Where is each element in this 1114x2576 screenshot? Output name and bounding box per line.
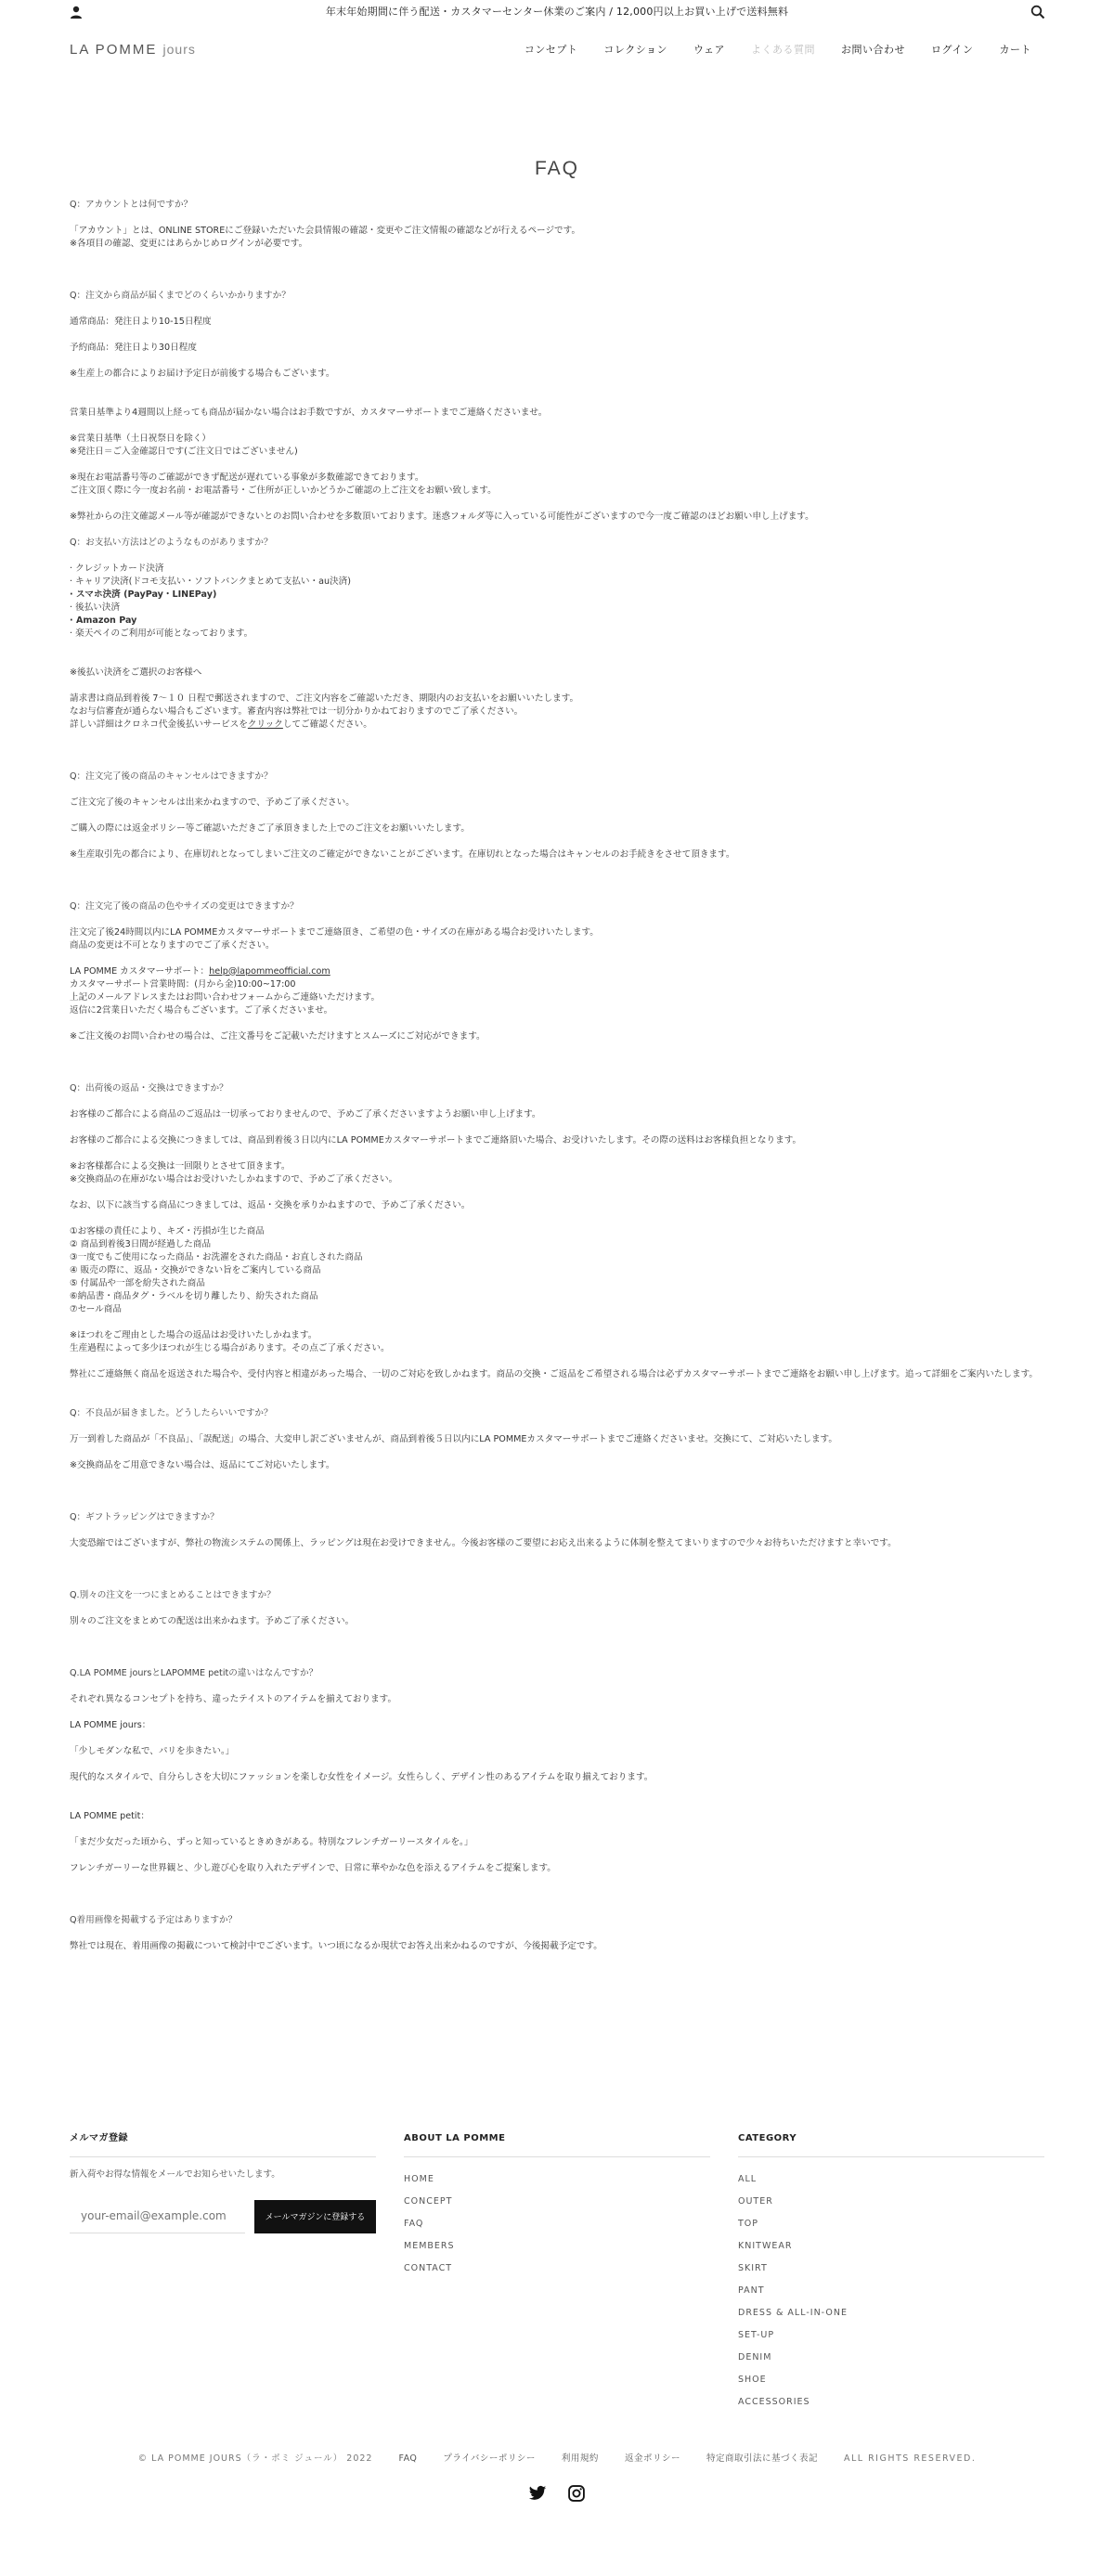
site-footer (0, 2131, 1114, 2507)
page-title: FAQ (534, 158, 579, 179)
newsletter-subscribe-button[interactable]: メールマガジンに登録する (254, 2200, 376, 2233)
faq-answer-line: ※各項目の確認、変更にはあらかじめログインが必要です。 (70, 238, 308, 249)
category-link-shoe[interactable]: SHOE (738, 2374, 767, 2385)
nav-faq[interactable]: よくある質問 (751, 43, 816, 56)
faq-question: Q：注文完了後の商品のキャンセルはできますか？ (70, 770, 273, 782)
faq-answer-line: LA POMME petit： (70, 1810, 149, 1821)
faq-answer-line: · スマホ決済 (PayPay・LINEPay) (70, 589, 217, 600)
faq-answer-line: ご注文完了後のキャンセルは出来かねますので、予めご了承ください。 (70, 796, 355, 808)
faq-answer-line: 生産過程によって多少ほつれが生じる場合があります。その点ご了承ください。 (70, 1342, 390, 1353)
about-section (404, 2131, 710, 2414)
faq-answer-line: 「少しモダンな私で、パリを歩きたい。」 (70, 1745, 235, 1756)
faq-answer-text: LA POMME カスタマーサポート： (70, 965, 210, 977)
faq-answer-line: 上記のメールアドレスまたはお問い合わせフォームからご連絡いただけます。 (70, 991, 381, 1003)
copyright-text: © LA POMME JOURS（ラ・ポミ ジュール） 2022 (137, 2453, 373, 2464)
announcement-text[interactable]: 年末年始期間に伴う配送・カスタマーセンター休業のご案内 / 12,000円以上お買い上げで送料無料 (325, 5, 789, 18)
faq-answer-line: ※生産取引先の都合により、在庫切れとなってしまいご注文のご確定ができないことがございます。在庫切れとなった場合はキャンセルのお手続きをさせて頂きます。 (70, 848, 735, 860)
faq-question: Q.別々の注文を一つにまとめることはできますか？ (70, 1589, 276, 1600)
faq-question: Q：ギフトラッピングはできますか？ (70, 1511, 219, 1522)
faq-answer-line: カスタマーサポート営業時間：(月から金)10:00~17:00 (70, 978, 296, 990)
twitter-icon[interactable] (528, 2484, 547, 2507)
faq-answer-line: それぞれ異なるコンセプトを持ち、違ったテイストのアイテムを揃えております。 (70, 1693, 397, 1704)
search-icon[interactable] (1030, 5, 1045, 19)
faq-answer-line: 大変恐縮ではございますが、弊社の物流システムの関係上、ラッピングは現在お受けできません。今後お客様のご要望にお応え出来るように体制を整えてまいりますので少々お待ちいただけますと幸いです。 (70, 1537, 897, 1548)
category-link-skirt[interactable]: SKIRT (738, 2262, 768, 2273)
footer-link-faq[interactable]: FAQ (404, 2218, 424, 2229)
faq-answer-line: · Amazon Pay (70, 615, 137, 626)
faq-answer-line (70, 718, 1044, 731)
nav-wear[interactable]: ウェア (693, 43, 726, 56)
faq-answer-line: 商品の変更は不可となりますのでご了承ください。 (70, 939, 275, 951)
faq-question: Q.LA POMME joursとLAPOMME petitの違いはなんですか？ (70, 1667, 318, 1678)
category-link-setup[interactable]: SET-UP (738, 2329, 775, 2340)
main-content (0, 154, 1114, 1953)
faq-question: Q：出荷後の返品・交換はできますか？ (70, 1082, 228, 1094)
faq-question: Q：お支払い方法はどのようなものがありますか？ (70, 537, 273, 548)
user-icon[interactable] (69, 5, 84, 19)
faq-answer-text: してご確認ください。 (282, 718, 372, 730)
newsletter-title: メルマガ登録 (70, 2131, 376, 2157)
faq-answer-line: · 後払い決済 (70, 602, 121, 613)
newsletter-section (70, 2131, 376, 2414)
newsletter-email-input[interactable] (70, 2200, 245, 2233)
site-logo[interactable] (70, 40, 196, 61)
faq-answer-line: 万一到着した商品が「不良品」、「誤配送」の場合、大変申し訳ございませんが、商品到着後５日以内にLA POMMEカスタマーサポートまでご連絡くださいませ。交換にて、ご対応いたします。 (70, 1433, 837, 1444)
nav-contact[interactable]: お問い合わせ (841, 43, 906, 56)
faq-answer-line: ⑤ 付属品や一部を紛失された商品 (70, 1277, 205, 1288)
support-email-link[interactable]: help@lapommeofficial.com (209, 965, 330, 977)
faq-answer-line: ※ほつれをご理由とした場合の返品はお受けいたしかねます。 (70, 1329, 317, 1340)
faq-answer-line: 通常商品：発注日より10-15日程度 (70, 316, 212, 327)
footer-bottom-refund[interactable]: 返金ポリシー (624, 2453, 680, 2464)
category-link-denim[interactable]: DENIM (738, 2351, 772, 2362)
category-link-accessories[interactable]: ACCESSORIES (738, 2396, 810, 2407)
faq-answer-line: 弊社では現在、着用画像の掲載について検討中でございます。いつ頃になるか現状でお答え出来かねるのですが、今後掲載予定です。 (70, 1940, 602, 1951)
faq-question: Q：不良品が届きました。どうしたらいいですか？ (70, 1407, 273, 1418)
faq-answer-line: 別々のご注文をまとめての配送は出来かねます。予めご了承ください。 (70, 1615, 355, 1626)
faq-answer-line: ①お客様の責任により、キズ・汚損が生じた商品 (70, 1225, 265, 1236)
faq-answer-line: ※交換商品の在庫がない場合はお受けいたしかねますので、予めご了承ください。 (70, 1173, 398, 1184)
faq-answer-line: ② 商品到着後3日間が経過した商品 (70, 1238, 212, 1249)
faq-answer-line: ⑥納品書・商品タグ・ラベルを切り離したり、紛失された商品 (70, 1290, 318, 1301)
faq-answer-line: 注文完了後24時間以内にLA POMMEカスタマーサポートまでご連絡頂き、ご希望の色・サイズの在庫がある場合お受けいたします。 (70, 926, 599, 938)
faq-answer-line (70, 965, 1044, 978)
footer-link-contact[interactable]: CONTACT (404, 2262, 453, 2273)
faq-answer-line: ③一度でもご使用になった商品・お洗濯をされた商品・お直しされた商品 (70, 1251, 363, 1262)
faq-answer-line: お客様のご都合による交換につきましては、商品到着後３日以内にLA POMMEカスタマーサポートまでご連絡頂いた場合、お受けいたします。その際の送料はお客様負担となります。 (70, 1134, 802, 1146)
faq-answer-line: 返信に2営業日いただく場合もございます。ご了承くださいませ。 (70, 1004, 333, 1016)
category-link-dress[interactable]: DRESS & ALL-IN-ONE (738, 2307, 848, 2318)
faq-answer-line: ※お客様都合による交換は一回限りとさせて頂きます。 (70, 1160, 291, 1171)
footer-bottom-legal[interactable]: 特定商取引法に基づく表記 (706, 2453, 818, 2464)
faq-answer-line: フレンチガーリーな世界観と、少し遊び心を取り入れたデザインで、日常に華やかな色を添えるアイテムをご提案します。 (70, 1862, 556, 1873)
newsletter-text: 新入荷やお得な情報をメールでお知らせいたします。 (70, 2168, 280, 2180)
faq-list (70, 199, 1044, 1953)
logo-sub: jours (162, 41, 196, 57)
footer-bottom-bar (70, 2453, 1044, 2466)
faq-answer-line: ご購入の際には返金ポリシー等ご確認いただきご了承頂きました上でのご注文をお願いいたします。 (70, 822, 470, 834)
kuroneko-click-link[interactable]: クリック (247, 718, 283, 730)
faq-answer-line: ※ご注文後のお問い合わせの場合は、ご注文番号をご記載いただけますとスムーズにご対応ができます。 (70, 1030, 486, 1042)
faq-answer-line: ※生産上の都合によりお届け予定日が前後する場合もございます。 (70, 368, 335, 379)
rights-text: ALL RIGHTS RESERVED. (843, 2453, 977, 2464)
category-link-top[interactable]: TOP (738, 2218, 759, 2229)
faq-answer-line: ※営業日基準（土日祝祭日を除く） (70, 433, 211, 444)
social-links (70, 2484, 1044, 2507)
faq-answer-line: · 楽天ペイのご利用が可能となっております。 (70, 628, 253, 639)
faq-answer-line: 現代的なスタイルで、自分らしさを大切にファッションを楽しむ女性をイメージ。女性らしく、デザイン性のあるアイテムを取り揃えております。 (70, 1771, 654, 1782)
faq-answer-line: ※後払い決済をご選択のお客様へ (70, 667, 202, 678)
footer-bottom-privacy[interactable]: プライバシーポリシー (443, 2453, 536, 2464)
about-title: ABOUT LA POMME (404, 2131, 710, 2157)
category-link-pant[interactable]: PANT (738, 2285, 765, 2296)
faq-answer-line: 請求書は商品到着後 7～１０ 日程で郵送されますので、ご注文内容をご確認いただき、期限内のお支払いをお願いいたします。 (70, 693, 579, 704)
top-bar (0, 0, 1114, 24)
faq-answer-line: 予約商品：発注日より30日程度 (70, 342, 197, 353)
faq-question: Q着用画像を掲載する予定はありますか？ (70, 1914, 238, 1925)
category-title: CATEGORY (738, 2131, 1044, 2157)
category-link-outer[interactable]: OUTER (738, 2195, 773, 2207)
category-link-all[interactable]: ALL (738, 2173, 758, 2184)
faq-answer-line: LA POMME jours： (70, 1719, 151, 1730)
footer-bottom-faq[interactable]: FAQ (398, 2453, 418, 2464)
nav-collection[interactable]: コレクション (603, 43, 667, 56)
faq-answer-line: · クレジットカード決済 (70, 563, 164, 574)
faq-answer-line: 「アカウント」とは、ONLINE STOREにご登録いただいた会員情報の確認・変更やご注文情報の確認などが行えるページです。 (70, 225, 581, 236)
main-nav (512, 43, 1044, 58)
category-section (738, 2131, 1044, 2414)
faq-question: Q：注文完了後の商品の色やサイズの変更はできますか？ (70, 900, 299, 912)
site-header (0, 24, 1114, 76)
faq-answer-line: ※現在お電話番号等のご確認ができず配送が遅れている事象が多数確認できております。 (70, 472, 424, 483)
faq-question: Q：アカウントとは何ですか？ (70, 199, 193, 210)
faq-answer-line: なお、以下に該当する商品につきましては、返品・交換を承りかねますので、予めご了承ください。 (70, 1199, 471, 1210)
faq-answer-line: ※発注日＝ご入金確認日です(ご注文日ではございません) (70, 446, 298, 457)
category-link-knitwear[interactable]: KNITWEAR (738, 2240, 793, 2251)
faq-answer-line: 弊社にご連絡無く商品を返送された場合や、受付内容と相違があった場合、一切のご対応を致しかねます。商品の交換・ご返品をご希望される場合は必ずカスタマーサポートまでご連絡をお願い申し上げます。追って詳細をご案内いたします。 (70, 1368, 1039, 1379)
footer-link-members[interactable]: MEMBERS (404, 2240, 455, 2251)
logo-main: LA POMME (70, 41, 158, 58)
nav-login[interactable]: ログイン (931, 43, 974, 56)
faq-answer-line: ※交換商品をご用意できない場合は、返品にてご対応いたします。 (70, 1459, 335, 1470)
faq-answer-line: 営業日基準より4週間以上経っても商品が届かない場合はお手数ですが、カスタマーサポートまでご連絡くださいませ。 (70, 407, 548, 418)
faq-answer-line: 「まだ少女だった頃から、ずっと知っているときめきがある。特別なフレンチガーリースタイルを。」 (70, 1836, 473, 1847)
footer-bottom-terms[interactable]: 利用規約 (561, 2453, 599, 2464)
instagram-icon[interactable] (567, 2484, 586, 2507)
faq-answer-line: お客様のご都合による商品のご返品は一切承っておりませんので、予めご了承くださいますようお願い申し上げます。 (70, 1108, 541, 1120)
faq-answer-line: · キャリア決済(ドコモ支払い・ソフトバンクまとめて支払い・au決済) (70, 576, 351, 587)
faq-answer-line: ④ 販売の際に、返品・交換ができない旨をご案内している商品 (70, 1264, 321, 1275)
nav-cart[interactable]: カート (999, 43, 1031, 56)
footer-link-home[interactable]: HOME (404, 2173, 434, 2184)
faq-question: Q：注文から商品が届くまでどのくらいかかりますか？ (70, 290, 291, 301)
faq-answer-line: なお与信審査が通らない場合もございます。審査内容は弊社では一切分かりかねておりますのでご了承ください。 (70, 705, 524, 717)
footer-link-concept[interactable]: CONCEPT (404, 2195, 453, 2207)
faq-answer-text: 詳しい詳細はクロネコ代金後払いサービスを (70, 718, 248, 730)
faq-answer-line: ご注文頂く際に今一度お名前・お電話番号・ご住所が正しいかどうかご確認の上ご注文をお願い致します。 (70, 485, 497, 496)
faq-answer-line: ※弊社からの注文確認メール等が確認ができないとのお問い合わせを多数頂いております。迷惑フォルダ等に入っている可能性がございますので今一度ご確認のほどお願い申し上げます。 (70, 511, 814, 522)
faq-answer-line: ⑦セール商品 (70, 1303, 122, 1314)
nav-concept[interactable]: コンセプト (524, 43, 578, 56)
